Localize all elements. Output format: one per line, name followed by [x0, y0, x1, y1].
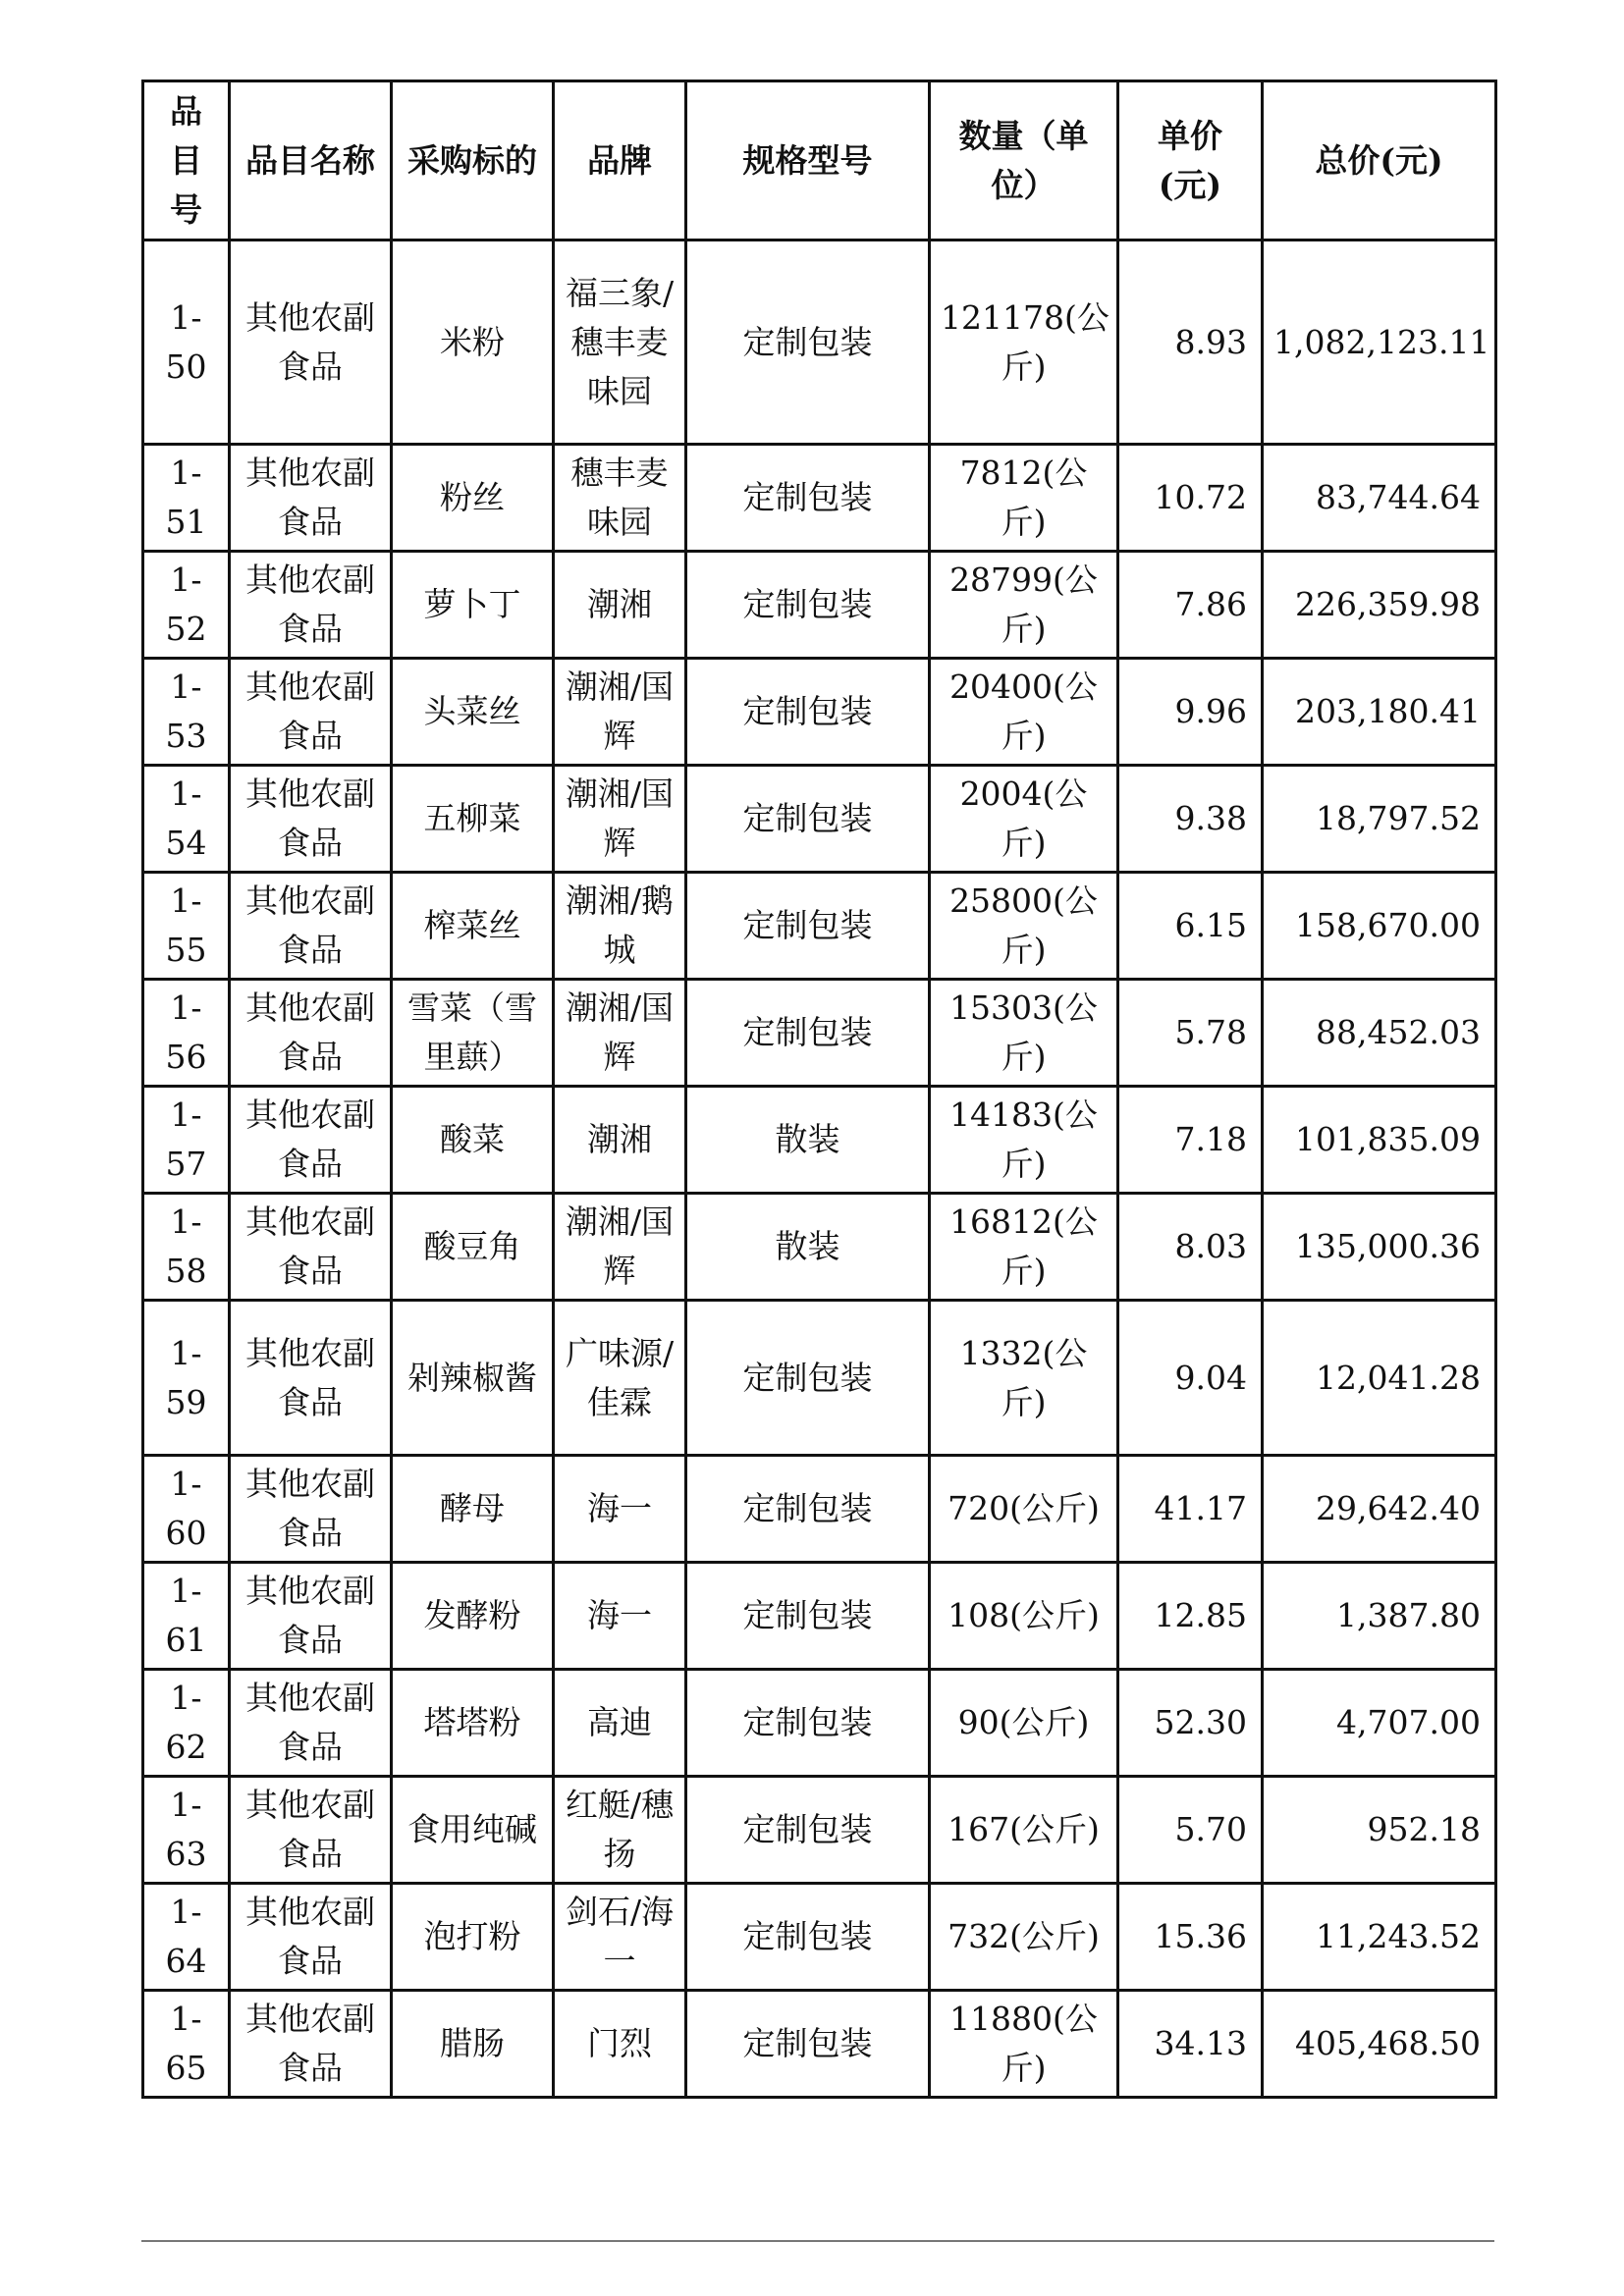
cell-item: 米粉	[392, 240, 554, 445]
cell-brand: 广味源/佳霖	[554, 1301, 686, 1456]
header-quantity: 数量（单位）	[930, 81, 1118, 240]
cell-quantity: 732(公斤)	[930, 1884, 1118, 1991]
header-code: 品目号	[143, 81, 230, 240]
cell-item: 头菜丝	[392, 659, 554, 766]
table-header-row	[143, 81, 1496, 240]
cell-unit-price: 9.04	[1118, 1301, 1263, 1456]
cell-unit-price: 34.13	[1118, 1991, 1263, 2098]
cell-brand: 剑石/海一	[554, 1884, 686, 1991]
cell-quantity: 25800(公斤)	[930, 873, 1118, 980]
cell-spec: 定制包装	[686, 1991, 930, 2098]
header-spec: 规格型号	[686, 81, 930, 240]
cell-unit-price: 9.96	[1118, 659, 1263, 766]
cell-total: 11,243.52	[1263, 1884, 1496, 1991]
cell-unit-price: 12.85	[1118, 1563, 1263, 1670]
cell-quantity: 7812(公斤)	[930, 445, 1118, 552]
cell-unit-price: 5.70	[1118, 1777, 1263, 1884]
cell-brand: 潮湘/国辉	[554, 1194, 686, 1301]
cell-spec: 散装	[686, 1194, 930, 1301]
cell-total: 88,452.03	[1263, 980, 1496, 1087]
cell-category: 其他农副食品	[230, 873, 392, 980]
table-row	[143, 552, 1496, 659]
cell-code: 1-50	[143, 240, 230, 445]
cell-quantity: 14183(公斤)	[930, 1087, 1118, 1194]
cell-total: 135,000.36	[1263, 1194, 1496, 1301]
cell-total: 203,180.41	[1263, 659, 1496, 766]
cell-item: 榨菜丝	[392, 873, 554, 980]
table-row	[143, 1670, 1496, 1777]
table-row	[143, 873, 1496, 980]
cell-code: 1-62	[143, 1670, 230, 1777]
cell-code: 1-63	[143, 1777, 230, 1884]
cell-quantity: 121178(公斤)	[930, 240, 1118, 445]
cell-item: 酸豆角	[392, 1194, 554, 1301]
cell-spec: 定制包装	[686, 1301, 930, 1456]
cell-code: 1-55	[143, 873, 230, 980]
cell-total: 12,041.28	[1263, 1301, 1496, 1456]
cell-brand: 潮湘	[554, 1087, 686, 1194]
table-row	[143, 1991, 1496, 2098]
cell-item: 食用纯碱	[392, 1777, 554, 1884]
cell-quantity: 1332(公斤)	[930, 1301, 1118, 1456]
header-unit-price: 单价(元)	[1118, 81, 1263, 240]
cell-unit-price: 41.17	[1118, 1456, 1263, 1563]
cell-category: 其他农副食品	[230, 445, 392, 552]
cell-code: 1-52	[143, 552, 230, 659]
cell-spec: 定制包装	[686, 1670, 930, 1777]
cell-code: 1-51	[143, 445, 230, 552]
cell-quantity: 167(公斤)	[930, 1777, 1118, 1884]
cell-unit-price: 7.86	[1118, 552, 1263, 659]
footer-divider	[141, 2240, 1494, 2242]
cell-brand: 福三象/穗丰麦味园	[554, 240, 686, 445]
cell-code: 1-58	[143, 1194, 230, 1301]
cell-item: 泡打粉	[392, 1884, 554, 1991]
cell-item: 五柳菜	[392, 766, 554, 873]
cell-unit-price: 5.78	[1118, 980, 1263, 1087]
cell-spec: 定制包装	[686, 873, 930, 980]
cell-unit-price: 8.03	[1118, 1194, 1263, 1301]
cell-code: 1-56	[143, 980, 230, 1087]
cell-brand: 红艇/穗扬	[554, 1777, 686, 1884]
cell-unit-price: 52.30	[1118, 1670, 1263, 1777]
table-row	[143, 1884, 1496, 1991]
cell-total: 1,082,123.11	[1263, 240, 1496, 445]
cell-spec: 定制包装	[686, 445, 930, 552]
cell-total: 18,797.52	[1263, 766, 1496, 873]
cell-item: 腊肠	[392, 1991, 554, 2098]
cell-spec: 定制包装	[686, 1563, 930, 1670]
table-row	[143, 980, 1496, 1087]
cell-category: 其他农副食品	[230, 659, 392, 766]
cell-total: 952.18	[1263, 1777, 1496, 1884]
cell-brand: 门烈	[554, 1991, 686, 2098]
cell-quantity: 15303(公斤)	[930, 980, 1118, 1087]
cell-total: 29,642.40	[1263, 1456, 1496, 1563]
cell-item: 酸菜	[392, 1087, 554, 1194]
cell-unit-price: 7.18	[1118, 1087, 1263, 1194]
cell-brand: 潮湘/国辉	[554, 659, 686, 766]
cell-code: 1-57	[143, 1087, 230, 1194]
cell-unit-price: 10.72	[1118, 445, 1263, 552]
cell-code: 1-59	[143, 1301, 230, 1456]
cell-category: 其他农副食品	[230, 1670, 392, 1777]
cell-category: 其他农副食品	[230, 240, 392, 445]
cell-spec: 定制包装	[686, 240, 930, 445]
cell-total: 226,359.98	[1263, 552, 1496, 659]
table-row	[143, 445, 1496, 552]
header-category: 品目名称	[230, 81, 392, 240]
cell-brand: 高迪	[554, 1670, 686, 1777]
table-row	[143, 1194, 1496, 1301]
cell-brand: 穗丰麦味园	[554, 445, 686, 552]
cell-unit-price: 15.36	[1118, 1884, 1263, 1991]
cell-item: 粉丝	[392, 445, 554, 552]
cell-item: 发酵粉	[392, 1563, 554, 1670]
cell-category: 其他农副食品	[230, 1991, 392, 2098]
cell-spec: 定制包装	[686, 980, 930, 1087]
cell-brand: 海一	[554, 1456, 686, 1563]
cell-brand: 潮湘	[554, 552, 686, 659]
cell-code: 1-53	[143, 659, 230, 766]
cell-item: 剁辣椒酱	[392, 1301, 554, 1456]
cell-item: 雪菜（雪里蕻）	[392, 980, 554, 1087]
cell-category: 其他农副食品	[230, 1456, 392, 1563]
table-row	[143, 1301, 1496, 1456]
cell-category: 其他农副食品	[230, 552, 392, 659]
cell-brand: 潮湘/国辉	[554, 766, 686, 873]
cell-spec: 定制包装	[686, 552, 930, 659]
cell-spec: 散装	[686, 1087, 930, 1194]
cell-category: 其他农副食品	[230, 980, 392, 1087]
table-row	[143, 659, 1496, 766]
cell-quantity: 90(公斤)	[930, 1670, 1118, 1777]
cell-category: 其他农副食品	[230, 1194, 392, 1301]
header-item: 采购标的	[392, 81, 554, 240]
cell-category: 其他农副食品	[230, 1884, 392, 1991]
table-body	[143, 240, 1496, 2098]
cell-total: 4,707.00	[1263, 1670, 1496, 1777]
cell-quantity: 108(公斤)	[930, 1563, 1118, 1670]
cell-code: 1-60	[143, 1456, 230, 1563]
cell-spec: 定制包装	[686, 1456, 930, 1563]
cell-total: 83,744.64	[1263, 445, 1496, 552]
cell-code: 1-65	[143, 1991, 230, 2098]
cell-code: 1-61	[143, 1563, 230, 1670]
header-brand: 品牌	[554, 81, 686, 240]
cell-quantity: 720(公斤)	[930, 1456, 1118, 1563]
cell-brand: 潮湘/国辉	[554, 980, 686, 1087]
cell-spec: 定制包装	[686, 1884, 930, 1991]
cell-brand: 海一	[554, 1563, 686, 1670]
table-row	[143, 1456, 1496, 1563]
table-row	[143, 1777, 1496, 1884]
cell-item: 酵母	[392, 1456, 554, 1563]
header-total: 总价(元)	[1263, 81, 1496, 240]
cell-total: 101,835.09	[1263, 1087, 1496, 1194]
cell-quantity: 20400(公斤)	[930, 659, 1118, 766]
cell-total: 158,670.00	[1263, 873, 1496, 980]
cell-unit-price: 9.38	[1118, 766, 1263, 873]
table-row	[143, 766, 1496, 873]
cell-category: 其他农副食品	[230, 1777, 392, 1884]
cell-brand: 潮湘/鹅城	[554, 873, 686, 980]
cell-quantity: 11880(公斤)	[930, 1991, 1118, 2098]
cell-spec: 定制包装	[686, 766, 930, 873]
cell-category: 其他农副食品	[230, 766, 392, 873]
cell-total: 405,468.50	[1263, 1991, 1496, 2098]
table-row	[143, 1563, 1496, 1670]
table-row	[143, 1087, 1496, 1194]
procurement-table	[141, 80, 1497, 2099]
cell-spec: 定制包装	[686, 1777, 930, 1884]
cell-item: 萝卜丁	[392, 552, 554, 659]
cell-code: 1-64	[143, 1884, 230, 1991]
cell-quantity: 2004(公斤)	[930, 766, 1118, 873]
cell-code: 1-54	[143, 766, 230, 873]
cell-category: 其他农副食品	[230, 1087, 392, 1194]
cell-category: 其他农副食品	[230, 1301, 392, 1456]
cell-quantity: 16812(公斤)	[930, 1194, 1118, 1301]
cell-category: 其他农副食品	[230, 1563, 392, 1670]
cell-unit-price: 6.15	[1118, 873, 1263, 980]
cell-quantity: 28799(公斤)	[930, 552, 1118, 659]
cell-unit-price: 8.93	[1118, 240, 1263, 445]
cell-total: 1,387.80	[1263, 1563, 1496, 1670]
table-row	[143, 240, 1496, 445]
cell-item: 塔塔粉	[392, 1670, 554, 1777]
cell-spec: 定制包装	[686, 659, 930, 766]
